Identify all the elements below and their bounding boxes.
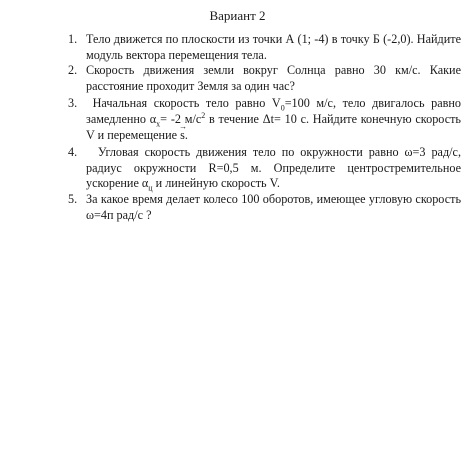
- task-item-4: [0, 145, 475, 192]
- task-item-2: [0, 63, 475, 94]
- task-list: [0, 32, 475, 223]
- task-text: Тело движется по плоскости из точки А (1; -4) в точку Б (-2,0). Найдите модуль вектора перемещения тела.: [86, 32, 461, 62]
- task-item-1: [0, 32, 475, 63]
- task-text: Скорость движения земли вокруг Солнца равно 30 км/с. Какие расстояние проходит Земля за один час?: [86, 63, 461, 93]
- task-number: 5.: [68, 191, 78, 206]
- task-text: За какое время делает колесо 100 оборотов, имеющее угловую скорость ω=4п рад/с ?: [86, 191, 461, 222]
- task-number: 2.: [68, 63, 78, 78]
- task-number: 4.: [68, 145, 78, 160]
- task-text: Угловая скорость движения тело по окружности равно ω=3 рад/с, радиус окружности R=0,5 м. Определите центростремительное ускорение $\alpha_ц$ и линейную скорость V.: [86, 145, 462, 193]
- task-item-3: [0, 96, 475, 143]
- task-item-5: [0, 192, 475, 223]
- cropped-header-fragment: [200, 0, 270, 3]
- task-number: 1.: [68, 32, 78, 46]
- task-number: 3.: [68, 96, 78, 111]
- task-text: Начальная скорость тело равно $V_0=100$ м/с, тело двигалось равно замедленно $\alpha_x= -2$ $м/с^2$ в течение Δt= 10 с. Найдите конечную скорость V и перемещение → s.: [86, 96, 461, 141]
- vector-s: → s: [180, 128, 185, 144]
- page-title: Вариант 2: [209, 8, 266, 23]
